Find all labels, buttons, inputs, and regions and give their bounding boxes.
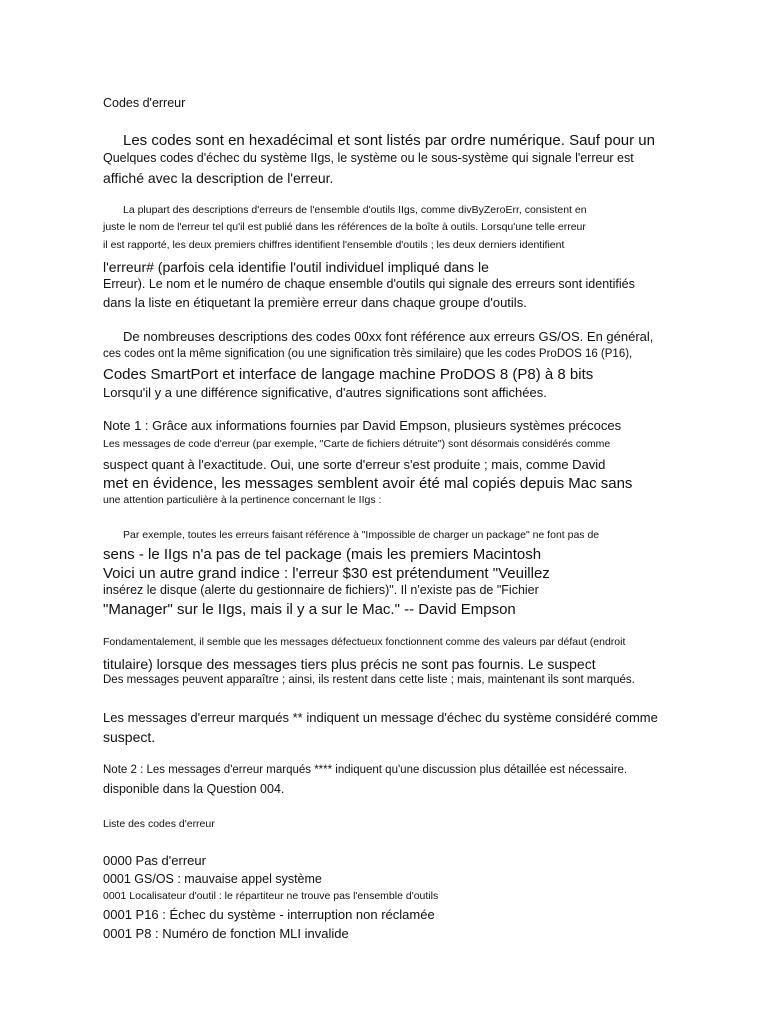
paragraph-line: dans la liste en étiquetant la première erreur dans chaque groupe d'outils. (103, 295, 527, 310)
error-code-item: 0001 P8 : Numéro de fonction MLI invalide (103, 926, 349, 941)
intro-line: Les codes sont en hexadécimal et sont listés par ordre numérique. Sauf pour un (123, 132, 655, 149)
paragraph-line: Fondamentalement, il semble que les messages défectueux fonctionnent comme des valeurs par défaut (endroit (103, 636, 626, 648)
note-line: Les messages de code d'erreur (par exemple, "Carte de fichiers détruite") sont désormais considérés comme (103, 438, 611, 450)
paragraph-line: Voici un autre grand indice : l'erreur $30 est prétendument "Veuillez (103, 565, 550, 582)
paragraph-line: suspect. (103, 729, 156, 745)
list-heading: Liste des codes d'erreur (103, 818, 215, 830)
note-line: Note 2 : Les messages d'erreur marqués **** indiquent qu'une discussion plus détaillée est nécessaire. (103, 764, 628, 776)
paragraph-line: ces codes ont la même signification (ou une signification très similaire) que les codes ProDOS 16 (P16), (103, 348, 633, 360)
paragraph-line: Lorsqu'il y a une différence significative, d'autres significations sont affichées. (103, 385, 547, 400)
note-line: disponible dans la Question 004. (103, 782, 285, 796)
error-code-item: 0000 Pas d'erreur (103, 853, 206, 868)
error-code-item: 0001 P16 : Échec du système - interruption non réclamée (103, 907, 435, 922)
paragraph-line: sens - le IIgs n'a pas de tel package (mais les premiers Macintosh (103, 546, 542, 563)
intro-line: affiché avec la description de l'erreur. (103, 170, 334, 186)
paragraph-line: juste le nom de l'erreur tel qu'il est publié dans les références de la boîte à outils. Lorsqu'une telle erreur (103, 221, 586, 233)
paragraph-line: Par exemple, toutes les erreurs faisant référence à "Impossible de charger un package" ne font pas de (123, 529, 600, 541)
paragraph-line: "Manager" sur le IIgs, mais il y a sur le Mac." -- David Empson (103, 601, 516, 618)
paragraph-line: insérez le disque (alerte du gestionnaire de fichiers)". Il n'existe pas de "Fichier (103, 583, 539, 597)
paragraph-line: il est rapporté, les deux premiers chiffres identifient l'ensemble d'outils ; les deux derniers identifient (103, 239, 565, 251)
error-code-item: 0001 GS/OS : mauvaise appel système (103, 872, 322, 886)
paragraph-line: Codes SmartPort et interface de langage machine ProDOS 8 (P8) à 8 bits (103, 366, 594, 383)
paragraph-line: La plupart des descriptions d'erreurs de l'ensemble d'outils IIgs, comme divByZeroErr, consistent en (123, 204, 587, 216)
note-line: Note 1 : Grâce aux informations fournies par David Empson, plusieurs systèmes précoces (103, 418, 622, 433)
paragraph-line: De nombreuses descriptions des codes 00xx font référence aux erreurs GS/OS. En général, (123, 329, 654, 344)
intro-line: Quelques codes d'échec du système IIgs, le système ou le sous-système qui signale l'erreur est (103, 151, 634, 165)
document-title: Codes d'erreur (103, 96, 186, 110)
paragraph-line: l'erreur# (parfois cela identifie l'outil individuel impliqué dans le (103, 259, 489, 275)
paragraph-line: titulaire) lorsque des messages tiers plus précis ne sont pas fournis. Le suspect (103, 656, 596, 672)
error-code-item: 0001 Localisateur d'outil : le répartiteur ne trouve pas l'ensemble d'outils (103, 890, 439, 902)
note-line: une attention particulière à la pertinence concernant le IIgs : (103, 494, 382, 506)
paragraph-line: Des messages peuvent apparaître ; ainsi, ils restent dans cette liste ; mais, maintenant ils sont marqués. (103, 674, 635, 686)
note-line: suspect quant à l'exactitude. Oui, une sorte d'erreur s'est produite ; mais, comme David (103, 457, 606, 472)
paragraph-line: Erreur). Le nom et le numéro de chaque ensemble d'outils qui signale des erreurs sont identifiés (103, 277, 635, 291)
note-line: met en évidence, les messages semblent avoir été mal copiés depuis Mac sans (103, 475, 633, 492)
paragraph-line: Les messages d'erreur marqués ** indiquent un message d'échec du système considéré comme (103, 710, 658, 725)
